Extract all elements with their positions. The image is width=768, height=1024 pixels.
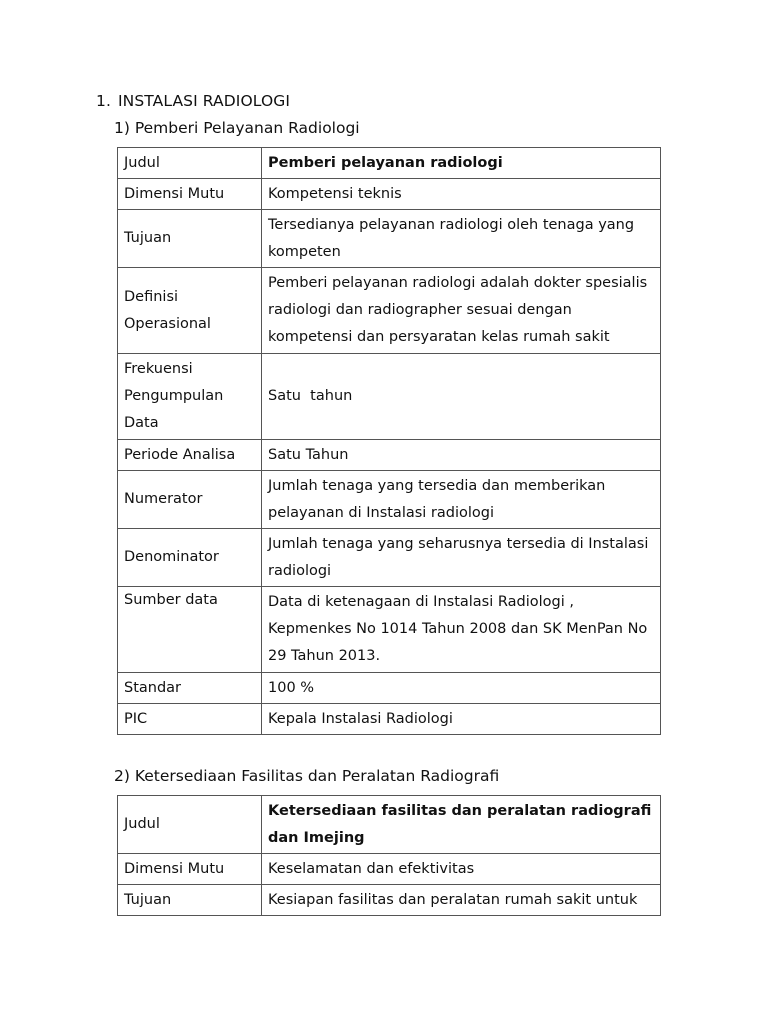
row-label: Judul	[118, 148, 262, 179]
indicator-1-heading: 1) Pemberi Pelayanan Radiologi	[114, 119, 360, 137]
row-label: Definisi Operasional	[118, 268, 262, 354]
table-row	[118, 673, 661, 704]
row-label: Tujuan	[118, 885, 262, 916]
indicator-1-table	[117, 147, 661, 735]
row-label: Standar	[118, 673, 262, 704]
row-value: Data di ketenagaan di Instalasi Radiologi , Kepmenkes No 1014 Tahun 2008 dan SK MenPan No 29 Tahun 2013.	[262, 587, 661, 673]
table-row	[118, 885, 661, 916]
table-row	[118, 148, 661, 179]
table-row	[118, 354, 661, 440]
row-value: Pemberi pelayanan radiologi adalah dokter spesialis radiologi dan radiographer sesuai dengan kompetensi dan persyaratan kelas rumah sakit	[262, 268, 661, 354]
table-row	[118, 268, 661, 354]
row-label: Judul	[118, 796, 262, 854]
indicator-2-table	[117, 795, 661, 916]
row-label: Sumber data	[118, 587, 262, 673]
table-row	[118, 529, 661, 587]
row-label: Dimensi Mutu	[118, 854, 262, 885]
row-value: Jumlah tenaga yang seharusnya tersedia di Instalasi radiologi	[262, 529, 661, 587]
row-value: Satu Tahun	[262, 440, 661, 471]
row-label: Periode Analisa	[118, 440, 262, 471]
row-value: Ketersediaan fasilitas dan peralatan radiografi dan Imejing	[262, 796, 661, 854]
row-label: PIC	[118, 704, 262, 735]
row-value: 100 %	[262, 673, 661, 704]
row-label: Dimensi Mutu	[118, 179, 262, 210]
row-label: Tujuan	[118, 210, 262, 268]
row-label: Numerator	[118, 471, 262, 529]
table-row	[118, 796, 661, 854]
row-value: Jumlah tenaga yang tersedia dan memberikan pelayanan di Instalasi radiologi	[262, 471, 661, 529]
row-value: Kompetensi teknis	[262, 179, 661, 210]
row-value: Satu tahun	[262, 354, 661, 440]
table-row	[118, 440, 661, 471]
row-label: Frekuensi Pengumpulan Data	[118, 354, 262, 440]
table-row	[118, 587, 661, 673]
row-value: Tersedianya pelayanan radiologi oleh tenaga yang kompeten	[262, 210, 661, 268]
table-row	[118, 704, 661, 735]
row-value: Kepala Instalasi Radiologi	[262, 704, 661, 735]
table-row	[118, 210, 661, 268]
row-value: Kesiapan fasilitas dan peralatan rumah sakit untuk	[262, 885, 661, 916]
row-value: Pemberi pelayanan radiologi	[262, 148, 661, 179]
table-row	[118, 854, 661, 885]
row-value: Keselamatan dan efektivitas	[262, 854, 661, 885]
indicator-2-heading: 2) Ketersediaan Fasilitas dan Peralatan Radiografi	[114, 767, 500, 785]
section-title: INSTALASI RADIOLOGI	[118, 92, 291, 110]
section-number: 1.	[96, 92, 111, 110]
table-row	[118, 471, 661, 529]
section-heading	[96, 92, 290, 110]
table-row	[118, 179, 661, 210]
row-label: Denominator	[118, 529, 262, 587]
